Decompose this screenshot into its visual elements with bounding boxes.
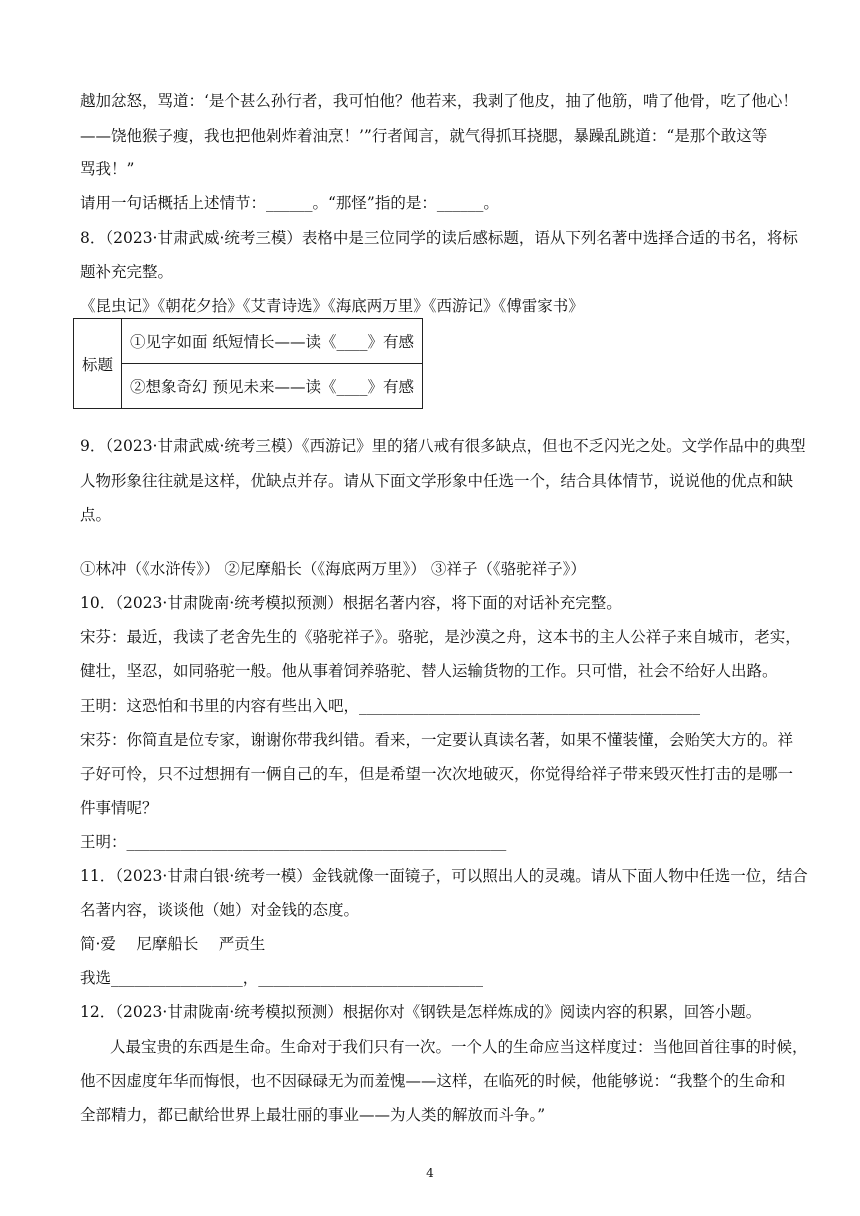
table-row-2: ②想象奇幻 预见未来——读《____》有感 — [122, 364, 423, 409]
question-8-book-list: 《昆虫记》《朝花夕拾》《艾青诗选》《海底两万里》《西游记》《傅雷家书》 — [80, 297, 584, 315]
question-12-quote-1: 人最宝贵的东西是生命。生命对于我们只有一次。一个人的生命应当这样度过：当他回首往事的时候， — [110, 1038, 808, 1056]
question-7-prompt: 请用一句话概括上述情节：______。“那怪”指的是：______。 — [80, 194, 499, 212]
question-11-answer: 我选_________________，_____________________________ — [80, 969, 484, 987]
question-10-line-1: 10．（2023·甘肃陇南·统考模拟预测）根据名著内容，将下面的对话补充完整。 — [80, 594, 622, 612]
table-header-cell: 标题 — [74, 319, 122, 409]
question-9-line-1: 9．（2023·甘肃武威·统考三模）《西游记》里的猪八戒有很多缺点，但也不乏闪光之处。文学作品中的典型 — [80, 437, 806, 455]
question-11-names: 简·爱 尼摩船长 严贡生 — [80, 935, 266, 953]
question-9-options: ①林冲（《水浒传》） ②尼摩船长（《海底两万里》） ③祥子（《骆驼祥子》） — [80, 560, 586, 578]
question-12-line-1: 12．（2023·甘肃陇南·统考模拟预测）根据你对《钢铁是怎样炼成的》阅读内容的积累，回答小题。 — [80, 1003, 762, 1021]
question-10-line-6: 子好可怜，只不过想拥有一俩自己的车，但是希望一次次地破灭，你觉得给祥子带来毁灭性打击的是哪一 — [80, 765, 794, 783]
question-10-line-3: 健壮，坚忍，如同骆驼一般。他从事着饲养骆驼、替人运输货物的工作。只可惜，社会不给好人出路。 — [80, 662, 778, 680]
question-9-line-2: 人物形象往往就是这样，优缺点并存。请从下面文学形象中任选一个，结合具体情节，说说他的优点和缺 — [80, 472, 794, 490]
passage-line-1: 越加忿怒，骂道：‘是个甚么孙行者，我可怕他？他若来，我剥了他皮，抽了他筋，啃了他骨，吃了他心！ — [80, 92, 798, 110]
title-table — [73, 318, 423, 409]
question-9-line-3: 点。 — [80, 506, 112, 524]
question-12-quote-2: 他不因虚度年华而悔恨，也不因碌碌无为而羞愧——这样，在临死的时候，他能够说：“我整个的生命和 — [80, 1072, 786, 1090]
question-12-quote-3: 全部精力，都已献给世界上最壮丽的事业——为人类的解放而斗争。” — [80, 1106, 546, 1124]
question-11-line-2: 名著内容，谈谈他（她）对金钱的态度。 — [80, 901, 360, 919]
question-10-line-7: 件事情呢？ — [80, 799, 158, 817]
passage-line-2: ——饶他猴子瘦，我也把他剁炸着油烹！’”行者闻言，就气得抓耳挠腮，暴躁乱跳道：“是那个敢这等 — [80, 127, 768, 145]
question-11-line-1: 11．（2023·甘肃白银·统考一模）金钱就像一面镜子，可以照出人的灵魂。请从下面人物中任选一位，结合 — [80, 867, 808, 885]
question-10-line-8: 王明：_________________________________________________ — [80, 833, 507, 851]
question-10-line-4: 王明：这恐怕和书里的内容有些出入吧，____________________________________________ — [80, 697, 701, 715]
question-10-line-5: 宋芬：你简直是位专家，谢谢你带我纠错。看来，一定要认真读名著，如果不懂装懂，会贻笑大方的。祥 — [80, 731, 794, 749]
question-8-line-2: 题补充完整。 — [80, 263, 174, 281]
table-row-1: ①见字如面 纸短情长——读《____》有感 — [122, 319, 423, 364]
passage-line-3: 骂我！” — [80, 160, 135, 178]
question-8-line-1: 8．（2023·甘肃武威·统考三模）表格中是三位同学的读后感标题，语从下列名著中选择合适的书名，将标 — [80, 229, 798, 247]
question-10-line-2: 宋芬：最近，我读了老舍先生的《骆驼祥子》。骆驼，是沙漠之舟，这本书的主人公祥子来自城市，老实， — [80, 628, 801, 646]
page-number: 4 — [426, 1166, 434, 1180]
